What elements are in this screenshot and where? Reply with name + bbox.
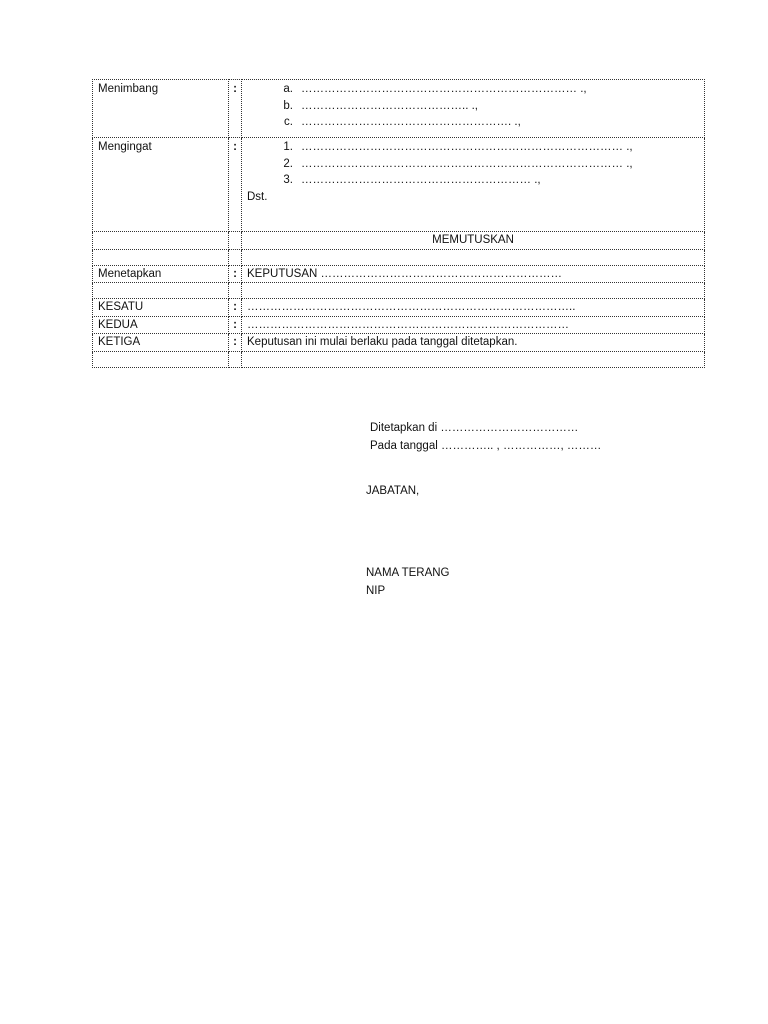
list-marker: 3.	[283, 174, 293, 186]
menimbang-label: Menimbang	[93, 80, 229, 138]
list-text: ……………………………………………………………… .,	[301, 83, 587, 95]
empty-cell	[229, 283, 242, 299]
ketiga-colon: :	[229, 334, 242, 352]
empty-cell	[93, 351, 229, 367]
row-memutuskan	[93, 232, 705, 250]
empty-cell	[229, 232, 242, 250]
mengingat-colon: :	[229, 138, 242, 232]
empty-cell	[229, 351, 242, 367]
list-marker: a.	[283, 83, 293, 95]
pada-tanggal-text: Pada tanggal ………….. , ……………, ………	[370, 440, 602, 452]
menetapkan-value: KEPUTUSAN ………………………………………………………	[242, 265, 705, 283]
list-item	[247, 114, 704, 131]
kesatu-colon: :	[229, 299, 242, 317]
list-item	[247, 81, 704, 98]
ketiga-value: Keputusan ini mulai berlaku pada tanggal ditetapkan.	[242, 334, 705, 352]
list-item	[247, 139, 704, 156]
kedua-colon: :	[229, 316, 242, 334]
ditetapkan-di-text: Ditetapkan di ………………………………	[370, 422, 579, 434]
signature-name-block	[366, 564, 450, 600]
row-blank	[93, 249, 705, 265]
kesatu-label: KESATU	[93, 299, 229, 317]
kesatu-value: …………………………………………………………………………..	[242, 299, 705, 317]
row-mengingat	[93, 138, 705, 232]
list-marker: 2.	[283, 157, 293, 170]
signature-place-date	[370, 419, 601, 455]
row-kesatu	[93, 299, 705, 317]
nama-terang-text: NAMA TERANG	[366, 567, 450, 579]
mengingat-label: Mengingat	[93, 138, 229, 232]
empty-cell	[242, 249, 705, 265]
list-item	[247, 98, 704, 115]
list-text: …………………………………….. .,	[301, 99, 478, 112]
list-marker: c.	[284, 116, 293, 128]
empty-cell	[93, 283, 229, 299]
nip-text: NIP	[366, 585, 386, 597]
list-item	[247, 172, 704, 189]
decree-form-table	[92, 79, 705, 368]
list-marker: 1.	[283, 141, 293, 153]
row-menetapkan	[93, 265, 705, 283]
list-text: …………………………………………………… .,	[301, 174, 541, 186]
menimbang-list	[242, 80, 705, 138]
list-item	[247, 156, 704, 173]
empty-cell	[93, 249, 229, 265]
signature-jabatan: JABATAN,	[366, 485, 420, 497]
empty-cell	[242, 351, 705, 367]
row-menimbang	[93, 80, 705, 138]
mengingat-list	[242, 138, 705, 232]
row-blank	[93, 351, 705, 367]
dst-text: Dst.	[247, 190, 268, 203]
row-kedua	[93, 316, 705, 334]
list-text: ………………………………………………. .,	[301, 116, 521, 128]
empty-cell	[229, 249, 242, 265]
list-text: ………………………………………………………………………… .,	[301, 157, 633, 170]
kedua-label: KEDUA	[93, 316, 229, 334]
row-blank	[93, 283, 705, 299]
menimbang-colon: :	[229, 80, 242, 138]
kedua-value: …………………………………………………………………………	[242, 316, 705, 334]
memutuskan-heading: MEMUTUSKAN	[242, 232, 705, 250]
empty-cell	[93, 232, 229, 250]
menetapkan-colon: :	[229, 265, 242, 283]
menetapkan-label: Menetapkan	[93, 265, 229, 283]
list-text: ………………………………………………………………………… .,	[301, 141, 633, 153]
row-ketiga	[93, 334, 705, 352]
ketiga-label: KETIGA	[93, 334, 229, 352]
empty-cell	[242, 283, 705, 299]
list-marker: b.	[283, 99, 293, 112]
